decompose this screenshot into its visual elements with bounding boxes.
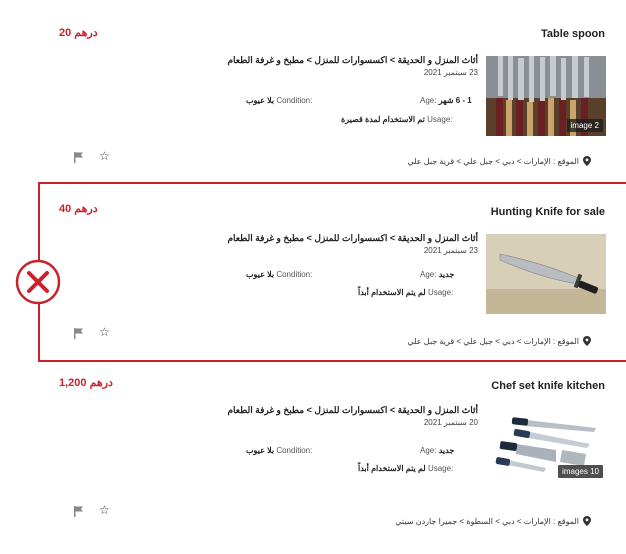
condition-attr: بلا عيوب Condition:: [246, 96, 313, 105]
usage-attr: لم يتم الاستخدام أبداً Usage:: [358, 288, 454, 297]
age-attr: Age: جديد: [420, 446, 455, 455]
star-icon[interactable]: ☆: [99, 325, 110, 339]
listing-price: 40 درهم: [59, 203, 98, 215]
image-count-badge: images 10: [558, 465, 603, 478]
star-icon[interactable]: ☆: [99, 149, 110, 163]
listing-card[interactable]: [0, 376, 626, 526]
usage-attr: لم يتم الاستخدام أبداً Usage:: [358, 464, 454, 473]
listing-price: 1,200 درهم: [59, 377, 113, 389]
listing-image[interactable]: [486, 234, 606, 314]
condition-attr: بلا عيوب Condition:: [246, 446, 313, 455]
listing-title[interactable]: Chef set knife kitchen: [491, 380, 605, 392]
listing-image[interactable]: [486, 402, 606, 482]
listing-price: 20 درهم: [59, 27, 98, 39]
listing-category[interactable]: أثاث المنزل و الحديقة > اكسسوارات للمنزل > مطبخ و غرفة الطعام: [227, 405, 478, 415]
listing-image[interactable]: [486, 56, 606, 136]
listing-date: 23 سبتمبر 2021: [423, 246, 478, 255]
flag-icon[interactable]: [74, 506, 84, 517]
age-attr: Age: 1 - 6 شهر: [420, 96, 472, 105]
listing-location: الموقع : الإمارات > دبي > جبل علي > قرية جبل علي: [407, 336, 591, 346]
x-circle-icon: [14, 258, 62, 306]
listing-title[interactable]: Hunting Knife for sale: [490, 206, 605, 218]
condition-attr: بلا عيوب Condition:: [246, 270, 313, 279]
age-attr: Age: جديد: [420, 270, 455, 279]
location-pin-icon: [583, 516, 591, 526]
listing-date: 20 سبتمبر 2021: [423, 418, 478, 427]
listing-card[interactable]: [0, 26, 626, 176]
listing-category[interactable]: أثاث المنزل و الحديقة > اكسسوارات للمنزل > مطبخ و غرفة الطعام: [227, 55, 478, 65]
image-count-badge: image 2: [567, 119, 603, 132]
flag-icon[interactable]: [74, 152, 84, 163]
location-pin-icon: [583, 156, 591, 166]
flag-icon[interactable]: [74, 328, 84, 339]
star-icon[interactable]: ☆: [99, 503, 110, 517]
location-pin-icon: [583, 336, 591, 346]
knife-photo: [486, 234, 606, 314]
listing-title[interactable]: Table spoon: [541, 28, 605, 40]
listing-card-highlighted[interactable]: [0, 182, 626, 358]
listing-category[interactable]: أثاث المنزل و الحديقة > اكسسوارات للمنزل > مطبخ و غرفة الطعام: [227, 233, 478, 243]
listing-location: الموقع : الإمارات > دبي > جبل علي > قرية جبل علي: [407, 156, 591, 166]
listing-date: 23 سبتمبر 2021: [423, 68, 478, 77]
usage-attr: تم الاستخدام لمدة قصيرة Usage:: [341, 115, 453, 124]
listing-location: الموقع : الإمارات > دبي > السطوة > جميرا جاردن سيتي: [395, 516, 591, 526]
